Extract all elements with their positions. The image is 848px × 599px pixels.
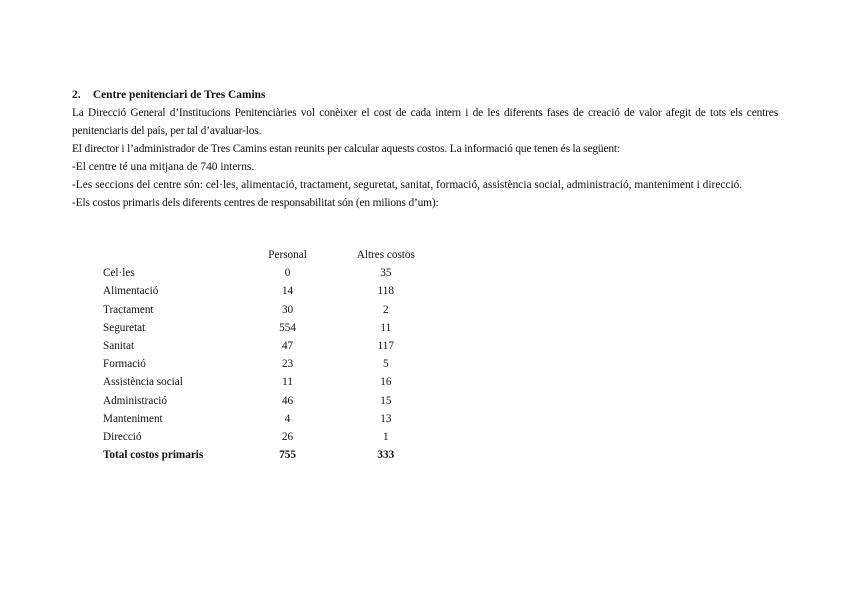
row-label: Alimentació [103, 285, 159, 298]
costs-table-wrapper [103, 246, 443, 464]
row-label: Seguretat [103, 321, 146, 334]
header-label [103, 246, 246, 264]
table-row [103, 264, 443, 282]
paragraph-costs: -Els costos primaris dels diferents centres de responsabilitat són (en milions d’um): [72, 197, 439, 209]
row-altres: 11 [380, 321, 392, 334]
total-personal: 755 [279, 449, 296, 462]
row-personal: 30 [281, 303, 294, 316]
paragraph-sections: -Les seccions del centre són: cel·les, alimentació, tractament, seguretat, sanitat, formació, assistència social, administració, manteniment i direcció. [72, 179, 743, 191]
table-row [103, 355, 443, 373]
total-label: Total costos primaris [103, 449, 204, 462]
row-altres: 118 [377, 285, 394, 298]
row-label: Direcció [103, 430, 142, 443]
section-heading [72, 86, 778, 104]
row-label: Manteniment [103, 412, 163, 425]
row-personal: 11 [282, 376, 293, 389]
row-altres: 2 [383, 303, 389, 316]
row-label: Sanitat [103, 340, 135, 353]
row-personal: 554 [279, 321, 296, 334]
table-row [103, 337, 443, 355]
row-label: Assistència social [103, 376, 183, 389]
row-personal: 23 [281, 358, 294, 371]
row-altres: 5 [383, 358, 389, 371]
row-altres: 35 [380, 267, 392, 280]
costs-table [103, 246, 443, 464]
header-altres-costos: Altres costos [356, 249, 415, 262]
row-personal: 0 [284, 267, 291, 280]
document-text [72, 86, 778, 212]
row-personal: 47 [281, 340, 294, 353]
table-total-row [103, 446, 443, 464]
table-row [103, 392, 443, 410]
total-altres: 333 [377, 449, 395, 462]
row-altres: 1 [383, 430, 389, 443]
row-personal: 46 [281, 394, 294, 407]
row-altres: 13 [380, 412, 392, 425]
paragraph-intro: La Direcció General d’Institucions Penitenciàries vol conèixer el cost de cada intern i de les diferents fases de creació de valor afegit de tots els centres penitenciaris del país, per tal d’avaluar-los. [72, 107, 778, 137]
table-row [103, 428, 443, 446]
row-personal: 14 [281, 285, 294, 298]
row-label: Administració [103, 394, 168, 407]
table-row [103, 410, 443, 428]
row-label: Tractament [103, 303, 154, 316]
row-label: Cel·les [103, 267, 135, 280]
table-row [103, 301, 443, 319]
section-number: 2. [72, 89, 81, 101]
row-personal: 26 [281, 430, 294, 443]
paragraph-interns: -El centre té una mitjana de 740 interns. [72, 161, 255, 173]
table-row [103, 282, 443, 300]
table-row [103, 373, 443, 391]
row-altres: 117 [377, 340, 394, 353]
table-row [103, 319, 443, 337]
section-title: Centre penitenciari de Tres Camins [92, 89, 266, 101]
row-label: Formació [103, 358, 146, 371]
header-personal: Personal [268, 249, 307, 262]
row-personal: 4 [284, 412, 291, 425]
table-header-row [103, 246, 443, 264]
row-altres: 16 [380, 376, 392, 389]
row-altres: 15 [380, 394, 392, 407]
paragraph-director: El director i l’administrador de Tres Camins estan reunits per calcular aquests costos. La informació que tenen és la següent: [72, 143, 620, 155]
